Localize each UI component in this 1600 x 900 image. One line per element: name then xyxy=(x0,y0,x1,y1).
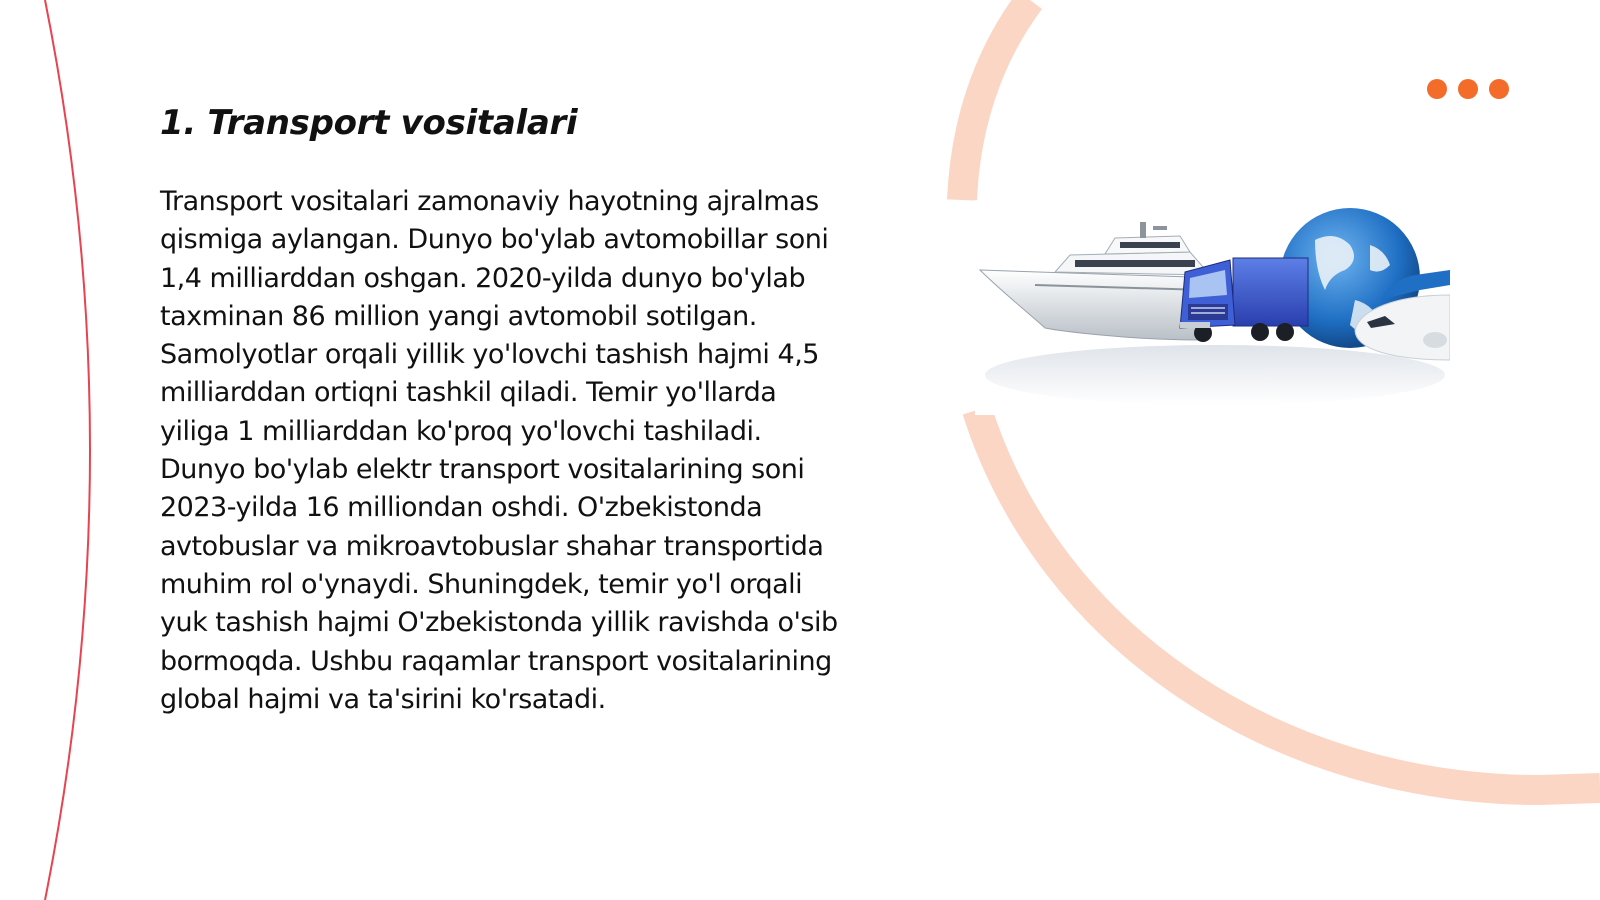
floor-reflection xyxy=(985,345,1445,405)
ring-arc-bottom xyxy=(977,410,1600,790)
truck-icon xyxy=(1180,258,1308,342)
slide-title: 1. Transport vositalari xyxy=(160,103,578,143)
three-dots-icon xyxy=(1427,79,1509,99)
dot xyxy=(1427,79,1447,99)
slide-body-text: Transport vositalari zamonaviy hayotning ajralmas qismiga aylangan. Dunyo bo'ylab avtomobillar soni 1,4 milliarddan oshgan. 2020-yilda dunyo bo'ylab taxminan 86 million yangi avtomobil sotilgan. Samolyotlar orqali yillik yo'lovchi tashish hajmi 4,5 milliarddan ortiqni tashkil qiladi. Temir yo'llarda yiliga 1 milliarddan ko'proq yo'lovchi tashiladi. Dunyo bo'ylab elektr transport vositalarining soni 2023-yilda 16 milliondan oshdi. O'zbekistonda avtobuslar va mikroavtobuslar shahar transportida muhim rol o'ynaydi. Shuningdek, temir yo'l orqali yuk tashish hajmi O'zbekistonda yillik ravishda o'sib bormoqda. Ushbu raqamlar transport vositalarining global hajmi va ta'sirini ko'rsatadi. xyxy=(160,186,838,715)
left-curve-line xyxy=(45,0,90,900)
ring-arc-top xyxy=(962,0,1030,200)
transport-illustration xyxy=(975,200,1450,415)
dot xyxy=(1489,79,1509,99)
dot xyxy=(1458,79,1478,99)
